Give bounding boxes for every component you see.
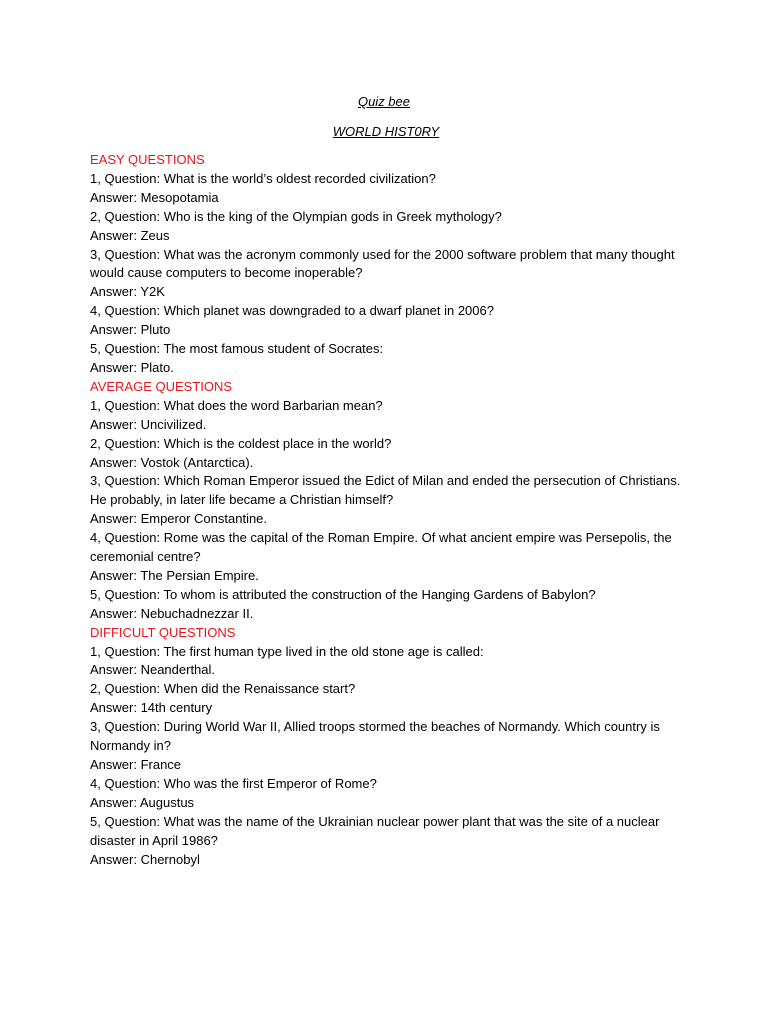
answer: Answer: Plato. <box>90 359 174 375</box>
question: 1, Question: What does the word Barbarian mean? <box>90 397 383 413</box>
question: 3, Question: Which Roman Emperor issued the Edict of Milan and ended the persecution of Christians. He probably, in later life became a Christian himself? <box>90 473 681 508</box>
answer: Answer: The Persian Empire. <box>90 567 259 583</box>
question: 3, Question: During World War II, Allied troops stormed the beaches of Normandy. Which country is Normandy in? <box>90 719 660 754</box>
question: 5, Question: The most famous student of Socrates: <box>90 341 384 357</box>
question: 4, Question: Which planet was downgraded to a dwarf planet in 2006? <box>90 303 494 319</box>
question: 1, Question: What is the world’s oldest recorded civilization? <box>90 170 436 186</box>
answer: Answer: Chernobyl <box>90 851 200 867</box>
answer: Answer: Emperor Constantine. <box>90 511 268 527</box>
quiz-content <box>90 151 690 869</box>
answer: Answer: Mesopotamia <box>90 189 219 205</box>
question: 2, Question: When did the Renaissance start? <box>90 681 356 697</box>
answer: Answer: Augustus <box>90 794 195 810</box>
question: 1, Question: The first human type lived in the old stone age is called: <box>90 643 484 659</box>
question: 4, Question: Who was the first Emperor of Rome? <box>90 775 377 791</box>
question: 3, Question: What was the acronym commonly used for the 2000 software problem that many thought would cause computers to become inoperable? <box>90 246 675 281</box>
question: 5, Question: To whom is attributed the construction of the Hanging Gardens of Babylon? <box>90 586 596 602</box>
answer: Answer: Uncivilized. <box>90 416 207 432</box>
answer: Answer: Zeus <box>90 227 170 243</box>
document-title: Quiz bee <box>357 94 411 109</box>
question: 2, Question: Who is the king of the Olympian gods in Greek mythology? <box>90 208 502 224</box>
answer: Answer: France <box>90 757 182 772</box>
answer: Answer: Y2K <box>90 284 165 300</box>
answer: Answer: Nebuchadnezzar II. <box>90 605 254 621</box>
answer: Answer: 14th century <box>90 700 213 716</box>
answer: Answer: Pluto <box>90 322 171 338</box>
question: 4, Question: Rome was the capital of the Roman Empire. Of what ancient empire was Persepolis, the ceremonial centre? <box>90 530 672 565</box>
section-average <box>90 378 690 624</box>
section-heading: EASY QUESTIONS <box>90 152 205 167</box>
answer: Answer: Vostok (Antarctica). <box>90 454 254 470</box>
document-subtitle: WORLD HIST0RY <box>332 124 440 139</box>
section-difficult <box>90 624 690 870</box>
section-easy <box>90 151 690 378</box>
section-heading: DIFFICULT QUESTIONS <box>90 624 236 640</box>
answer: Answer: Neanderthal. <box>90 662 216 678</box>
section-heading: AVERAGE QUESTIONS <box>90 378 233 394</box>
question: 5, Question: What was the name of the Ukrainian nuclear power plant that was the site of a nuclear disaster in April 1986? <box>90 813 660 848</box>
question: 2, Question: Which is the coldest place in the world? <box>90 435 392 451</box>
